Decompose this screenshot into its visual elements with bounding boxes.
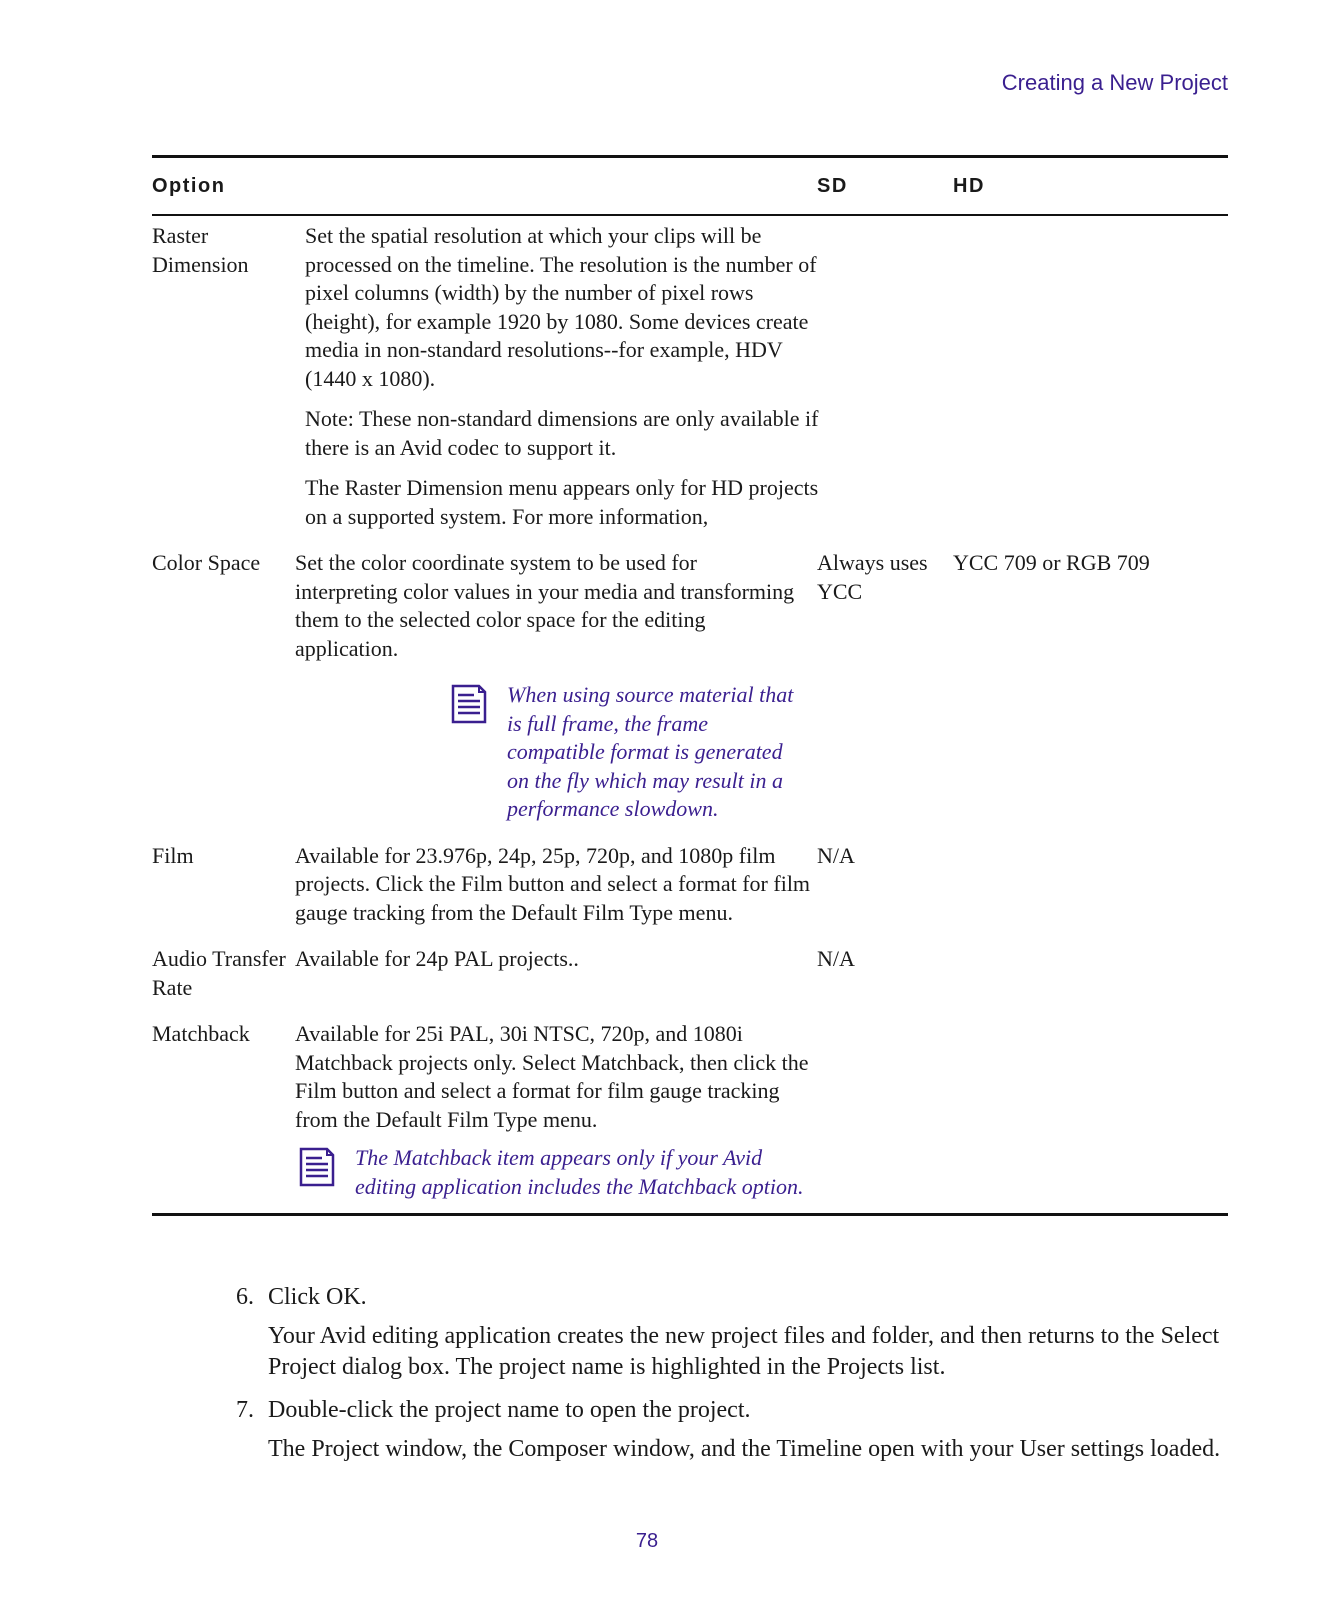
- note-icon: [295, 1146, 337, 1188]
- table-row: [152, 222, 1228, 531]
- note-icon: [447, 683, 489, 725]
- step-text: Double-click the project name to open the project.: [268, 1397, 751, 1423]
- step-text: Click OK.: [268, 1284, 367, 1310]
- table-row: [152, 842, 1228, 928]
- header-option: Option: [152, 174, 226, 197]
- option-description: [295, 945, 817, 1002]
- description-paragraph: Available for 25i PAL, 30i NTSC, 720p, and 1080i Matchback projects only. Select Matchback, then click the Film button and select a format for film gauge tracking from the Default Film Type menu.: [295, 1021, 809, 1132]
- option-description: [305, 222, 845, 531]
- sd-value: [845, 222, 981, 531]
- sd-value: Always uses YCC: [817, 550, 928, 604]
- table-bottom-rule: [152, 1213, 1228, 1216]
- description-paragraph: Set the color coordinate system to be used for interpreting color values in your media and transforming them to the selected color space for the editing application.: [295, 550, 795, 661]
- option-name: Raster Dimension: [152, 223, 249, 277]
- page-number: 78: [635, 1530, 659, 1552]
- option-name: Audio Transfer Rate: [152, 946, 286, 1000]
- step-result: Your Avid editing application creates the new project files and folder, and then returns to the Select Project dialog box. The project name is highlighted in the Projects list.: [268, 1323, 1220, 1380]
- sd-value: [817, 1020, 953, 1201]
- running-head: Creating a New Project: [1001, 70, 1228, 95]
- description-paragraph: Note: These non-standard dimensions are only available if there is an Avid codec to support it.: [305, 406, 819, 460]
- description-paragraph: Set the spatial resolution at which your clips will be processed on the timeline. The resolution is the number of pixel columns (width) by the number of pixel rows (height), for example 1920 by 1080. Some devices create media in non-standard resolutions--for example, HDV (1440 x 1080).: [305, 223, 817, 391]
- sd-value: N/A: [817, 842, 855, 868]
- hd-value: [953, 945, 1228, 1002]
- sd-value: N/A: [817, 946, 855, 971]
- header-hd: HD: [953, 174, 985, 197]
- hd-value: YCC 709 or RGB 709: [953, 550, 1150, 575]
- hd-value: [981, 222, 1228, 531]
- description-paragraph: Available for 23.976p, 24p, 25p, 720p, and 1080p film projects. Click the Film button and select a format for film gauge tracking from the Default Film Type menu.: [295, 842, 811, 925]
- option-description: [295, 1020, 817, 1201]
- option-description: [295, 842, 817, 928]
- header-sd: SD: [817, 174, 848, 197]
- note-text: The Matchback item appears only if your Avid editing application includes the Matchback option.: [355, 1145, 804, 1199]
- note-text: When using source material that is full frame, the frame compatible format is generated on the fly which may result in a performance slowdown.: [507, 682, 794, 821]
- description-paragraph: The Raster Dimension menu appears only for HD projects on a supported system. For more information,: [305, 475, 819, 529]
- step-result: The Project window, the Composer window, and the Timeline open with your User settings loaded.: [268, 1436, 1221, 1462]
- step-item: [236, 1282, 1236, 1313]
- table-row: [152, 945, 1228, 1002]
- note-callout: [295, 1144, 813, 1201]
- option-name: Matchback: [152, 1021, 250, 1046]
- description-paragraph: Available for 24p PAL projects..: [295, 946, 579, 971]
- step-number: 7.: [236, 1397, 254, 1423]
- option-name: Film: [152, 842, 194, 868]
- table-header-rule: [152, 214, 1228, 216]
- hd-value: [953, 1020, 1228, 1201]
- step-number: 6.: [236, 1284, 254, 1310]
- procedure-steps: [236, 1282, 1236, 1477]
- hd-value: [953, 842, 1228, 928]
- table-row: [152, 549, 1228, 824]
- table-header-row: [152, 158, 1228, 214]
- option-name: Color Space: [152, 550, 261, 575]
- step-item: [236, 1395, 1236, 1426]
- table-row: [152, 1020, 1228, 1201]
- options-table: [152, 155, 1228, 1216]
- note-callout: [447, 681, 799, 824]
- option-description: [295, 549, 817, 824]
